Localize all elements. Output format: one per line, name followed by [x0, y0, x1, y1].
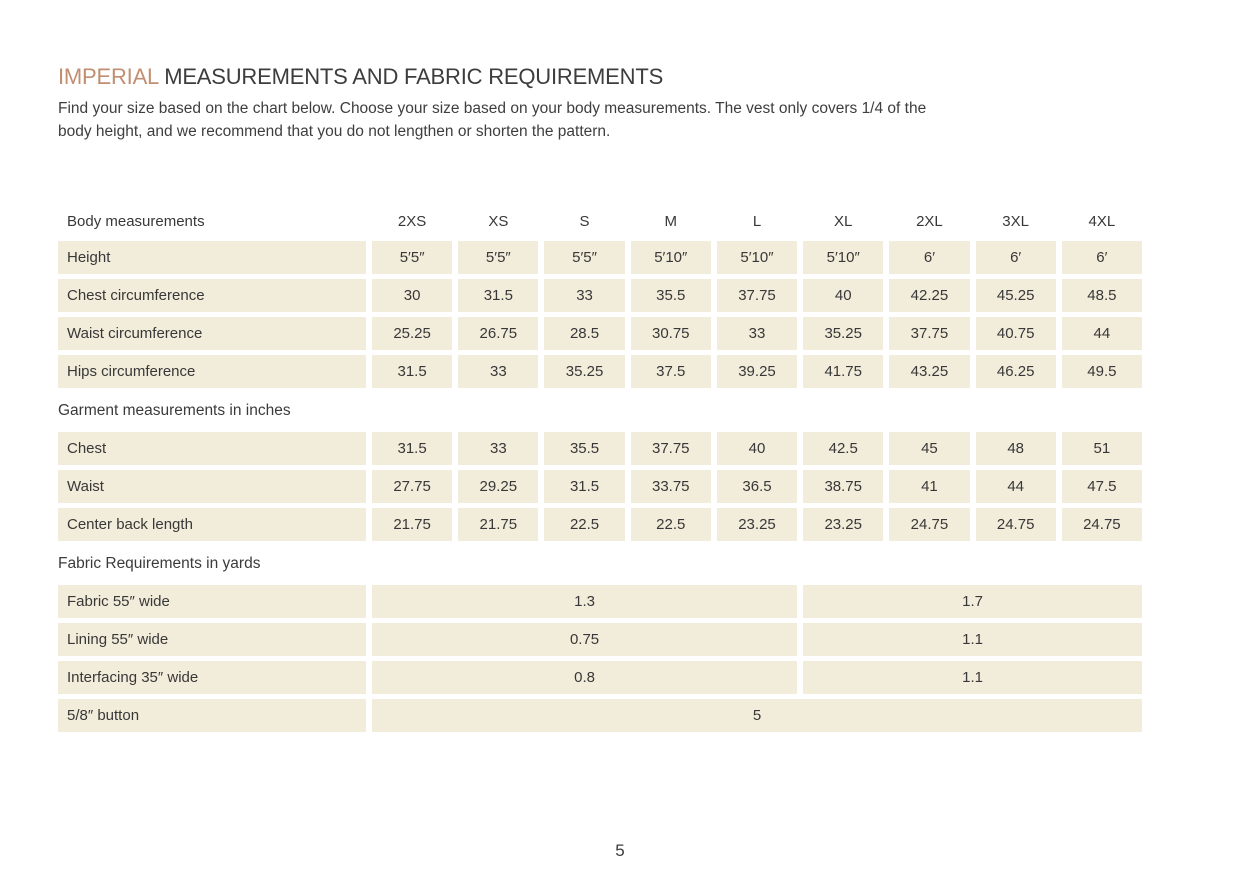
table-cell: 49.5: [1062, 355, 1142, 388]
table-cell-merged: 1.1: [803, 661, 1142, 694]
table-cell: 48.5: [1062, 279, 1142, 312]
size-column-header: 3XL: [1002, 212, 1029, 230]
size-column-header: XL: [834, 212, 853, 230]
garment-section-label: Garment measurements in inches: [58, 401, 291, 419]
table-cell: 30: [372, 279, 452, 312]
table-cell: 41.75: [803, 355, 883, 388]
table-row: [58, 241, 1142, 274]
row-label: Height: [58, 241, 366, 274]
row-label: Lining 55″ wide: [58, 623, 366, 656]
table-cell: 6′: [1062, 241, 1142, 274]
table-cell: 25.25: [372, 317, 452, 350]
table-row: [58, 623, 1142, 656]
table-cell: 5′5″: [372, 241, 452, 274]
table-cell: 38.75: [803, 470, 883, 503]
table-cell: 5′10″: [631, 241, 711, 274]
table-cell: 35.25: [544, 355, 624, 388]
table-cell: 5′10″: [717, 241, 797, 274]
size-chart-table: [58, 212, 1142, 732]
table-cell-merged: 0.75: [372, 623, 797, 656]
table-cell: 41: [889, 470, 969, 503]
table-cell: 33: [717, 317, 797, 350]
table-cell: 35.25: [803, 317, 883, 350]
table-cell: 45: [889, 432, 969, 465]
table-cell: 5′5″: [458, 241, 538, 274]
table-cell: 24.75: [889, 508, 969, 541]
table-cell: 5′10″: [803, 241, 883, 274]
table-cell-merged: 1.1: [803, 623, 1142, 656]
fabric-section-label: Fabric Requirements in yards: [58, 554, 261, 572]
table-row: [58, 432, 1142, 465]
table-row: [58, 508, 1142, 541]
size-column-header: L: [752, 212, 762, 230]
table-cell: 48: [976, 432, 1056, 465]
table-cell: 31.5: [544, 470, 624, 503]
header-body-measurements: Body measurements: [67, 212, 205, 230]
table-cell: 51: [1062, 432, 1142, 465]
table-cell: 35.5: [544, 432, 624, 465]
intro-line-1: Find your size based on the chart below. Choose your size based on your body measurements. The vest only covers 1/4 of the: [58, 100, 927, 117]
table-cell: 5′5″: [544, 241, 624, 274]
title-rest: MEASUREMENTS AND FABRIC REQUIREMENTS: [158, 64, 664, 89]
table-cell: 21.75: [458, 508, 538, 541]
size-column-header: S: [579, 212, 590, 230]
table-cell: 22.5: [544, 508, 624, 541]
table-cell: 45.25: [976, 279, 1056, 312]
row-label: Waist circumference: [58, 317, 366, 350]
table-cell: 35.5: [631, 279, 711, 312]
page-content: [58, 0, 1142, 737]
table-cell: 42.5: [803, 432, 883, 465]
table-cell: 24.75: [1062, 508, 1142, 541]
row-label: Chest: [58, 432, 366, 465]
table-cell: 28.5: [544, 317, 624, 350]
row-label: 5/8″ button: [58, 699, 366, 732]
table-cell: 37.75: [889, 317, 969, 350]
table-row: [58, 279, 1142, 312]
table-cell: 40: [717, 432, 797, 465]
size-column-header: M: [664, 212, 678, 230]
table-cell-merged: 1.3: [372, 585, 797, 618]
table-cell-merged: 1.7: [803, 585, 1142, 618]
size-column-header: 4XL: [1088, 212, 1116, 230]
table-cell-merged: 0.8: [372, 661, 797, 694]
table-cell: 21.75: [372, 508, 452, 541]
table-cell: 33.75: [631, 470, 711, 503]
table-cell: 33: [544, 279, 624, 312]
table-cell: 6′: [976, 241, 1056, 274]
page-number: 5: [615, 841, 625, 860]
table-cell: 33: [458, 355, 538, 388]
table-cell: 23.25: [803, 508, 883, 541]
table-row: [58, 585, 1142, 618]
table-cell: 37.5: [631, 355, 711, 388]
row-label: Waist: [58, 470, 366, 503]
table-cell: 31.5: [372, 432, 452, 465]
table-cell: 31.5: [372, 355, 452, 388]
size-column-header: 2XS: [397, 212, 427, 230]
table-cell: 37.75: [631, 432, 711, 465]
table-cell: 26.75: [458, 317, 538, 350]
page-title: [58, 64, 1142, 91]
table-cell: 23.25: [717, 508, 797, 541]
table-row: [58, 355, 1142, 388]
table-cell: 24.75: [976, 508, 1056, 541]
table-cell: 44: [976, 470, 1056, 503]
table-cell: 39.25: [717, 355, 797, 388]
row-label: Center back length: [58, 508, 366, 541]
row-label: Interfacing 35″ wide: [58, 661, 366, 694]
row-label: Hips circumference: [58, 355, 366, 388]
table-header-row: [58, 212, 1142, 230]
table-cell-merged: 5: [372, 699, 1142, 732]
table-cell: 22.5: [631, 508, 711, 541]
table-cell: 37.75: [717, 279, 797, 312]
table-cell: 36.5: [717, 470, 797, 503]
table-cell: 43.25: [889, 355, 969, 388]
table-row: [58, 699, 1142, 732]
table-cell: 46.25: [976, 355, 1056, 388]
title-accent: IMPERIAL: [58, 64, 159, 89]
table-cell: 29.25: [458, 470, 538, 503]
intro-line-2: body height, and we recommend that you do not lengthen or shorten the pattern.: [58, 123, 611, 140]
table-cell: 42.25: [889, 279, 969, 312]
table-cell: 47.5: [1062, 470, 1142, 503]
table-cell: 40: [803, 279, 883, 312]
table-cell: 31.5: [458, 279, 538, 312]
table-cell: 33: [458, 432, 538, 465]
intro-text: [58, 97, 1142, 143]
table-cell: 40.75: [976, 317, 1056, 350]
size-column-header: 2XL: [916, 212, 943, 230]
row-label: Chest circumference: [58, 279, 366, 312]
table-cell: 6′: [889, 241, 969, 274]
table-row: [58, 470, 1142, 503]
table-cell: 30.75: [631, 317, 711, 350]
table-row: [58, 317, 1142, 350]
table-row: [58, 661, 1142, 694]
size-column-header: XS: [488, 212, 509, 230]
table-cell: 27.75: [372, 470, 452, 503]
table-cell: 44: [1062, 317, 1142, 350]
row-label: Fabric 55″ wide: [58, 585, 366, 618]
